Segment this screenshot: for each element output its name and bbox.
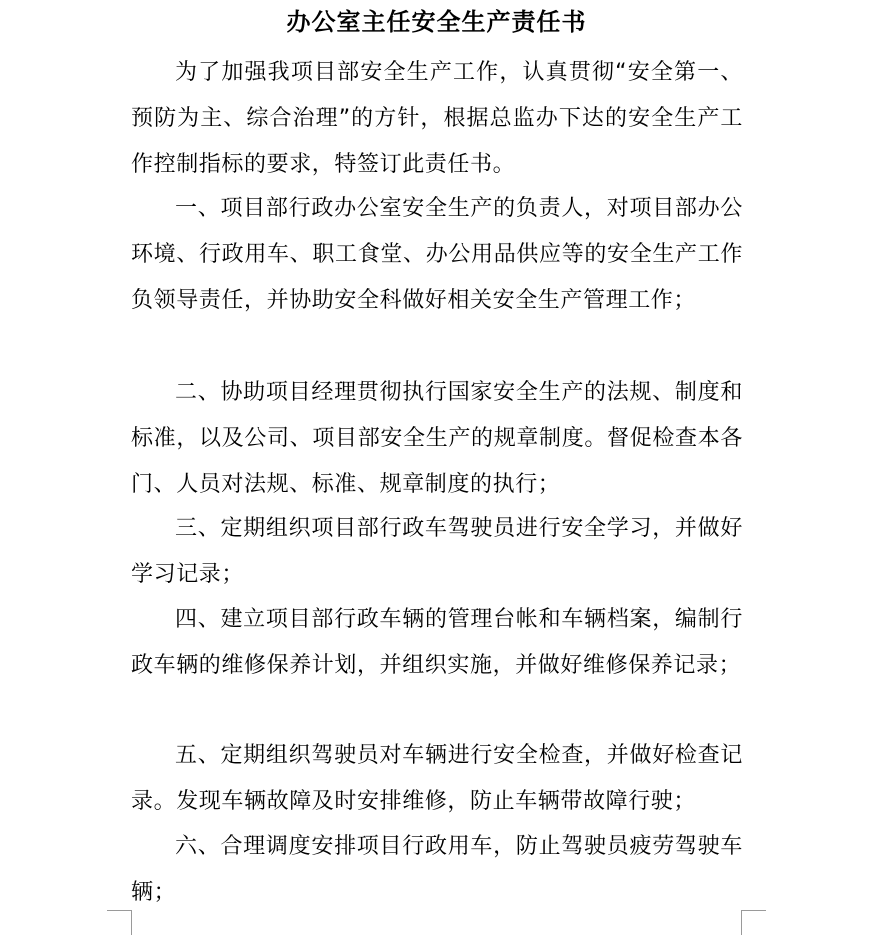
paragraph-item-1: 一、项目部行政办公室安全生产的负责人，对项目部办公环境、行政用车、职工食堂、办公用品供应等的安全生产工作负领导责任，并协助安全科做好相关安全生产管理工作；	[131, 196, 743, 313]
paragraph-item-3: 三、定期组织项目部行政车驾驶员进行安全学习，并做好学习记录；	[131, 516, 743, 587]
paragraph-item-5: 五、定期组织驾驶员对车辆进行安全检查，并做好检查记录。发现车辆故障及时安排维修，防止车辆带故障行驶；	[131, 743, 743, 814]
paragraph-item-2: 二、协助项目经理贯彻执行国家安全生产的法规、制度和标准，以及公司、项目部安全生产的规章制度。督促检查本各门、人员对法规、标准、规章制度的执行；	[131, 380, 743, 497]
crop-mark-right	[741, 910, 766, 935]
paragraph-intro: 为了加强我项目部安全生产工作，认真贯彻“安全第一、预防为主、综合治理”的方针，根据总监办下达的安全生产工作控制指标的要求，特签订此责任书。	[131, 60, 743, 177]
paragraph-item-6: 六、合理调度安排项目行政用车，防止驾驶员疲劳驾驶车辆；	[131, 834, 743, 905]
crop-mark-left	[107, 910, 132, 935]
document-title: 办公室主任安全生产责任书	[286, 8, 587, 36]
paragraph-item-4: 四、建立项目部行政车辆的管理台帐和车辆档案，编制行政车辆的维修保养计划，并组织实施，并做好维修保养记录；	[131, 607, 743, 678]
